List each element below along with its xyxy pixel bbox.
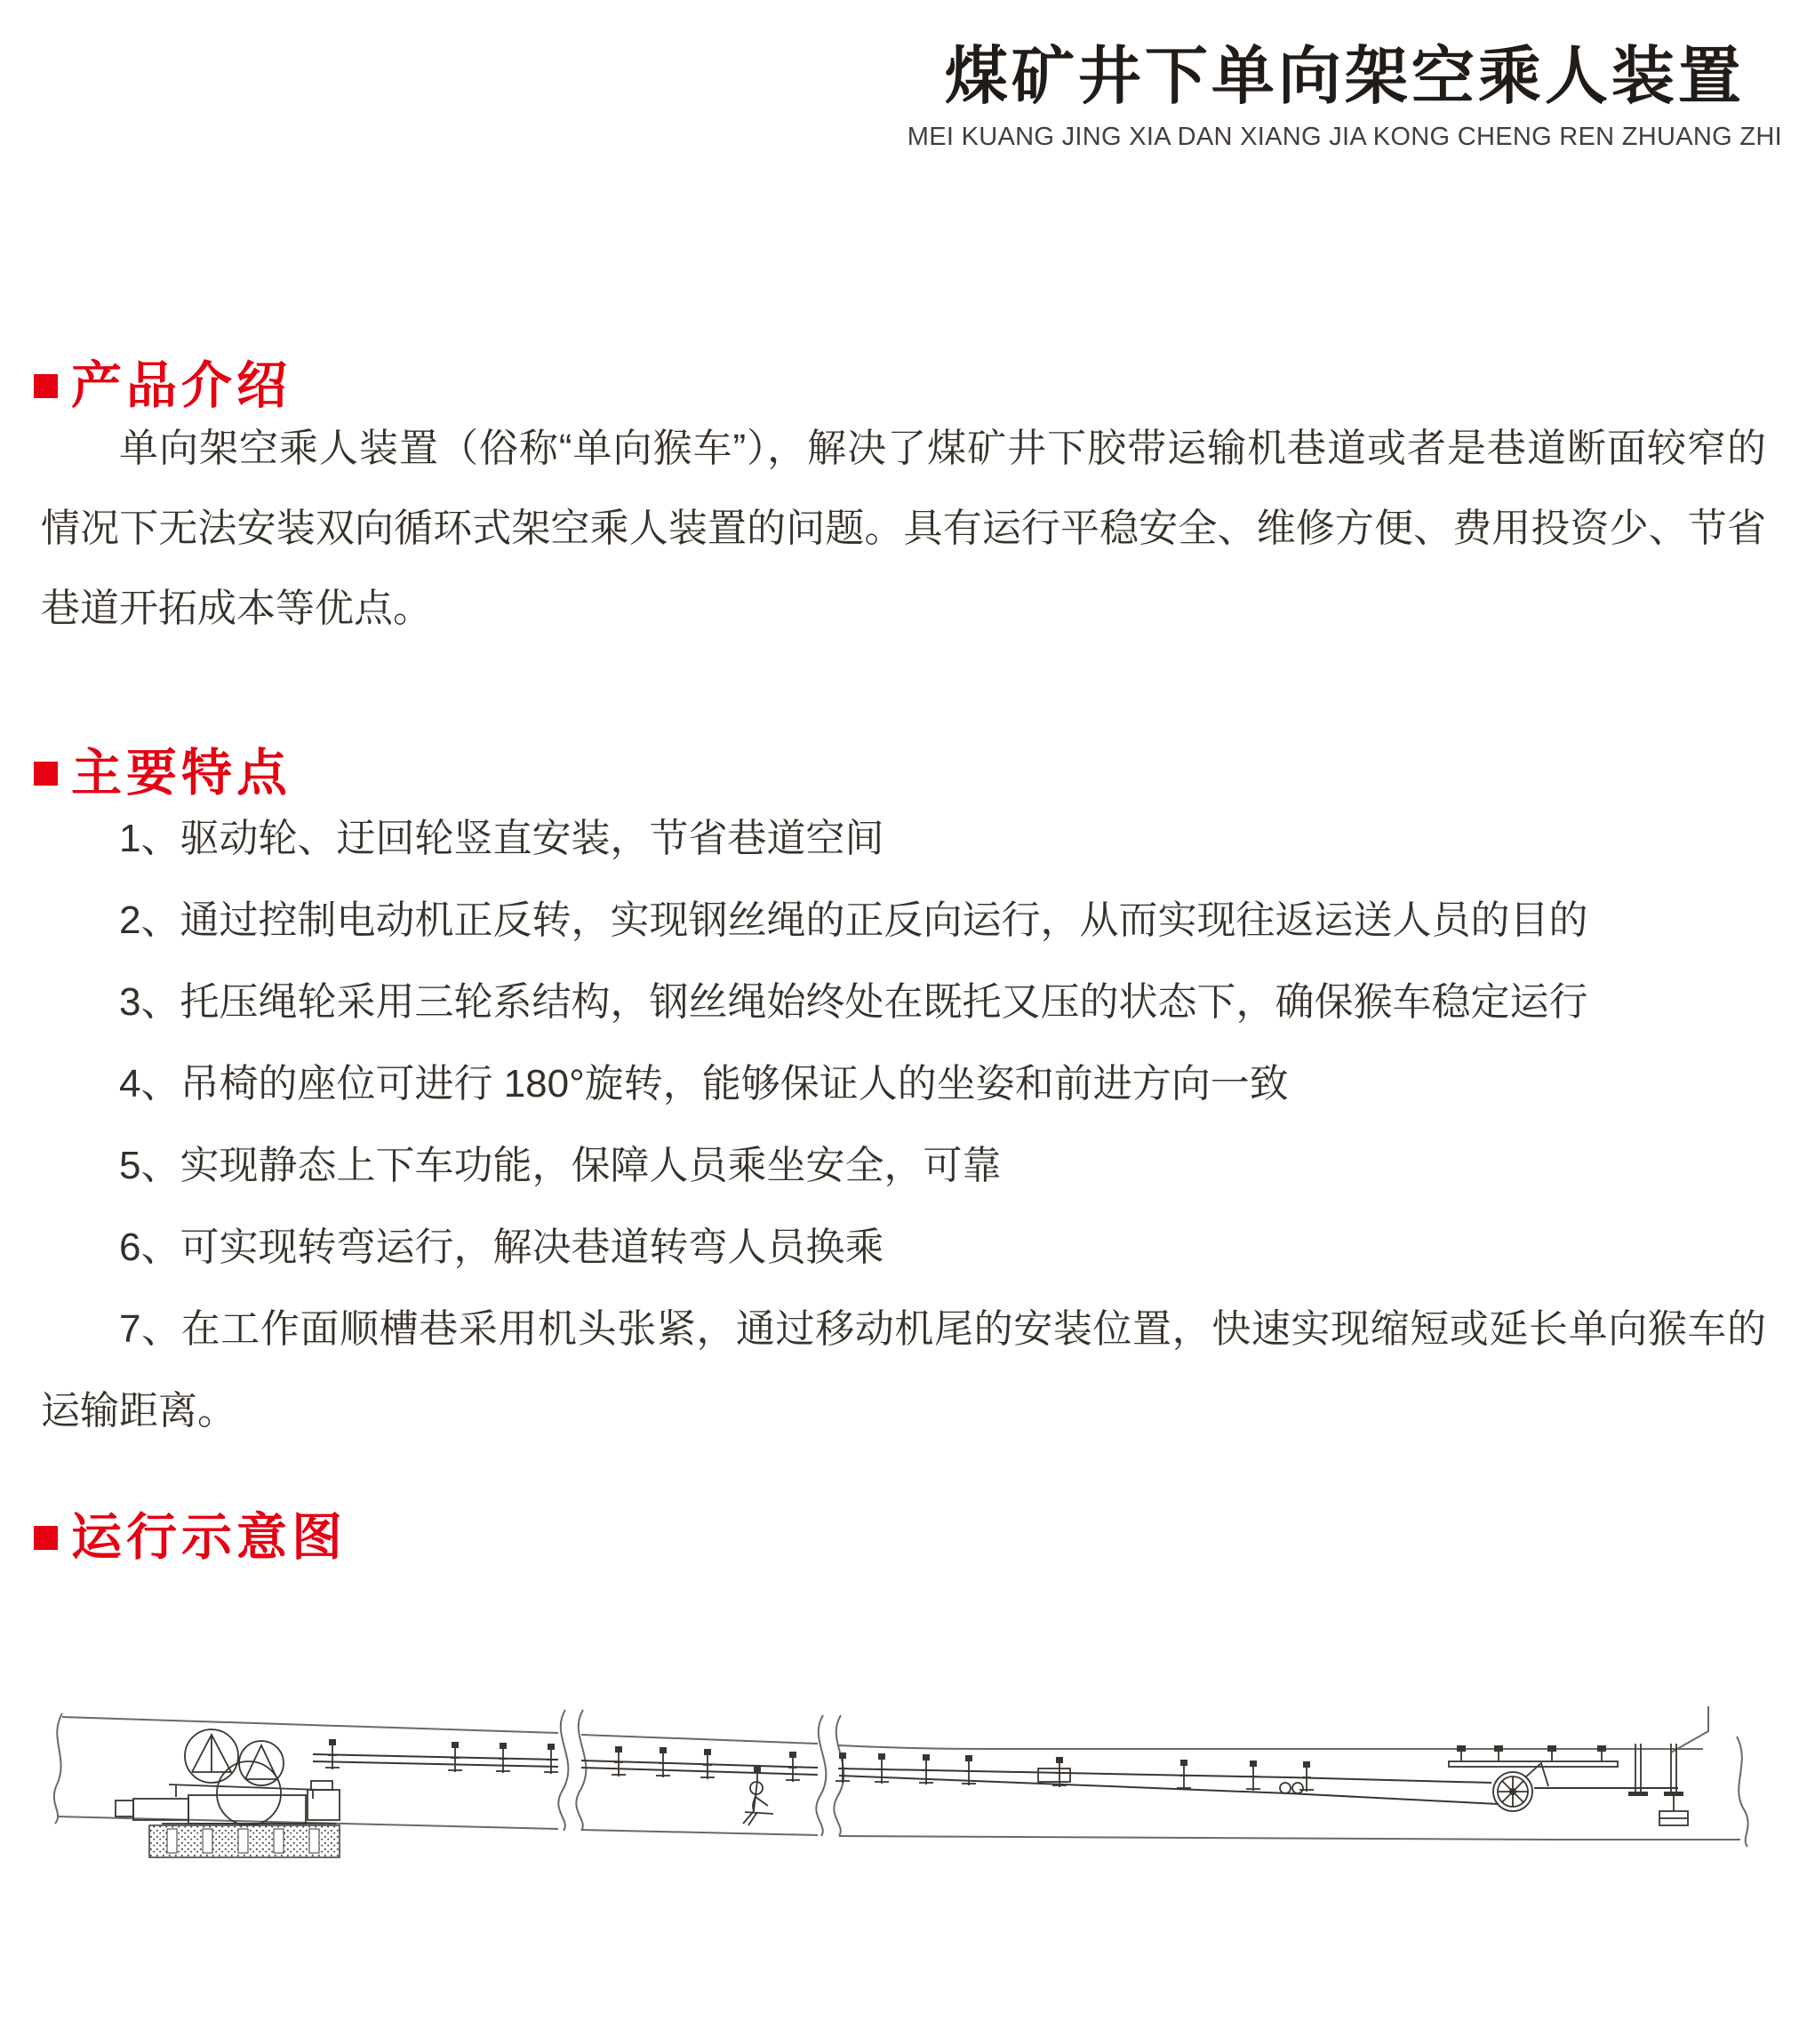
feature-item: 2、通过控制电动机正反转，实现钢丝绳的正反向运行，从而实现往返运送人员的目的 [119,898,1588,942]
tail-wheel [1493,1772,1532,1811]
section-heading-label: 主要特点 [71,745,292,802]
feature-item: 7、在工作面顺槽巷采用机头张紧，通过移动机尾的安装位置，快速实现缩短或延长单向猴车的运输距离。 [41,1307,1766,1433]
operation-diagram [37,1705,1770,1864]
header [907,43,1782,152]
section-heading-label: 产品介绍 [71,357,292,414]
section-heading-features [34,745,292,802]
section-heading-intro [34,357,292,414]
features-list [41,798,1766,1452]
feature-item: 1、驱动轮、迂回轮竖直安装，节省巷道空间 [119,817,884,860]
section-heading-label: 运行示意图 [71,1509,347,1566]
page-subtitle: MEI KUANG JING XIA DAN XIANG JIA KONG CHENG REN ZHUANG ZHI [907,123,1782,152]
tail-station [1449,1744,1688,1825]
feature-item: 6、可实现转弯运行，解决巷道转弯人员换乘 [119,1226,884,1269]
red-bullet-icon [34,1526,58,1550]
beam-posts [1457,1745,1606,1761]
counterweight [1659,1796,1688,1825]
feature-item: 5、实现静态上下车功能，保障人员乘坐安全，可靠 [119,1144,1002,1187]
section-heading-diagram [34,1509,347,1566]
drive-station [116,1729,340,1857]
passenger-figure [743,1767,773,1825]
rope-trolley [1038,1769,1303,1793]
foundation-block [149,1825,340,1857]
intro-paragraph: 单向架空乘人装置（俗称“单向猴车”），解决了煤矿井下胶带运输机巷道或者是巷道断面较窄的情况下无法安装双向循环式架空乘人装置的问题。具有运行平稳安全、维修方便、费用投资少、节省巷道开拓成本等优点。 [41,427,1766,630]
feature-item: 3、托压绳轮采用三轮系结构，钢丝绳始终处在既托又压的状态下，确保猴车稳定运行 [119,980,1588,1024]
feature-item: 4、吊椅的座位可进行 180°旋转，能够保证人的坐姿和前进方向一致 [119,1062,1289,1106]
red-bullet-icon [34,374,58,398]
page-title: 煤矿井下单向架空乘人装置 [944,42,1745,112]
red-bullet-icon [34,762,58,786]
